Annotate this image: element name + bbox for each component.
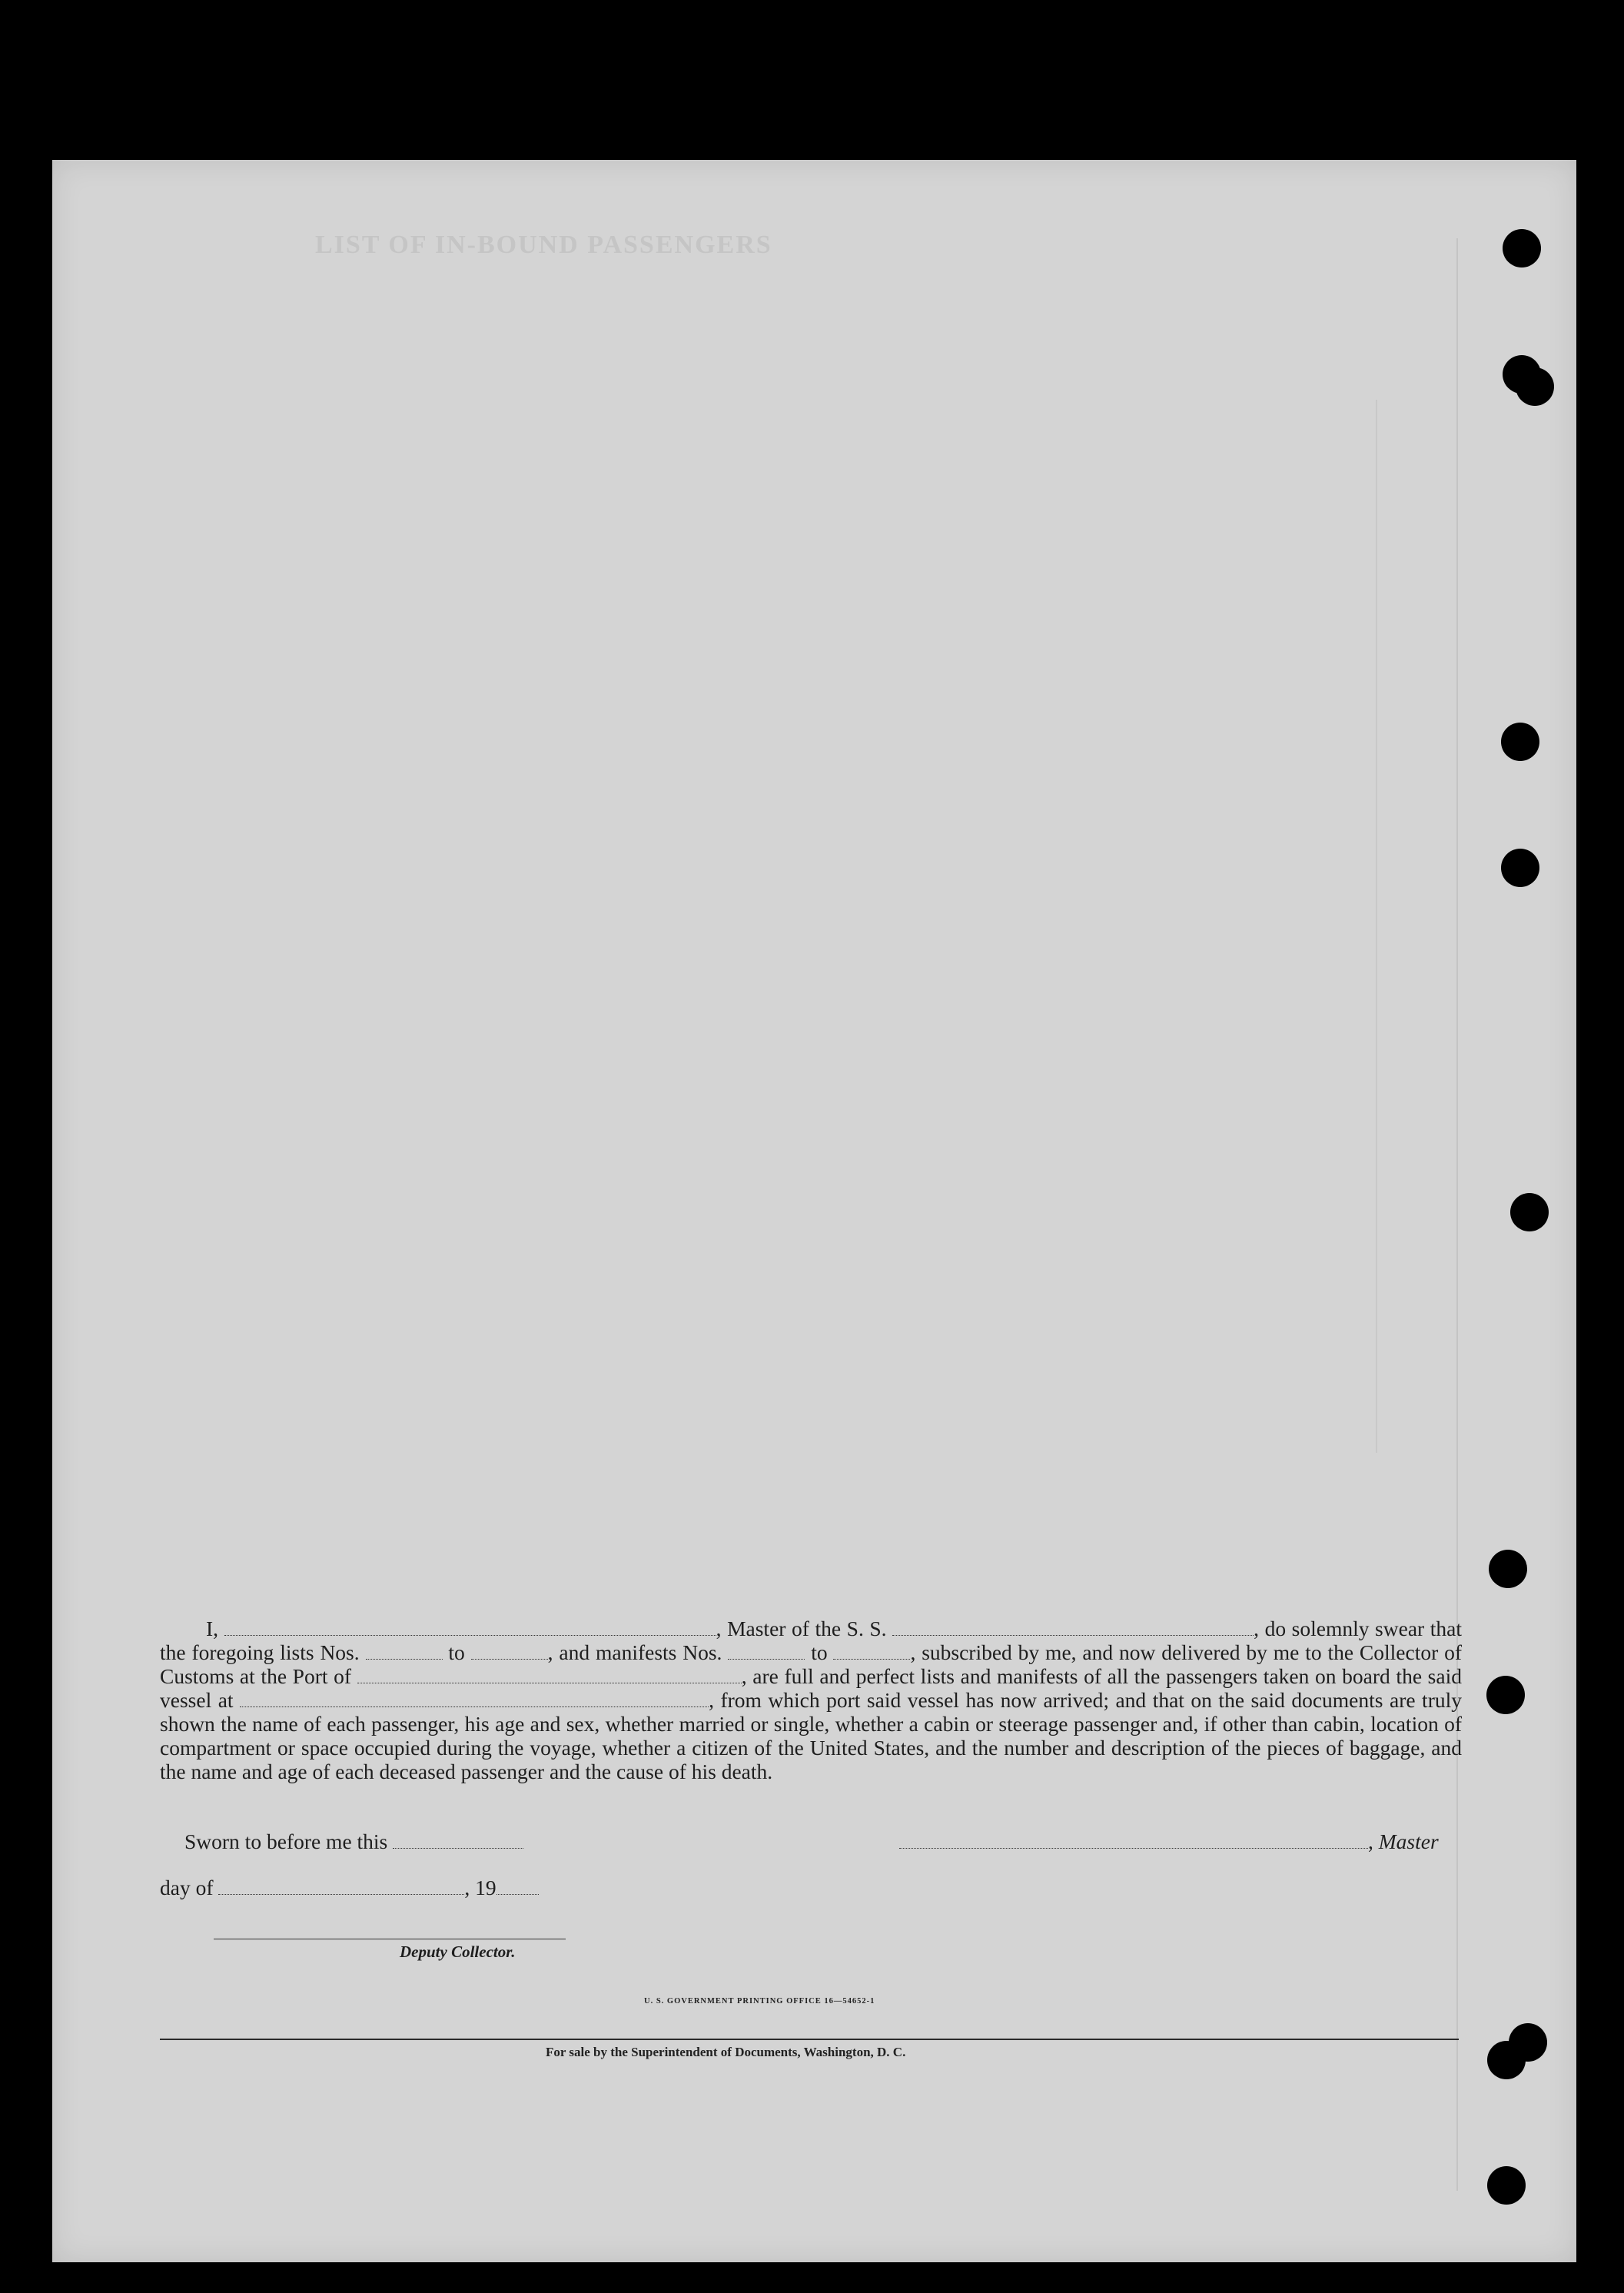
- ship-name-field[interactable]: [892, 1620, 1254, 1636]
- oath-text: , are full and perfect lists and manifests of all the passengers taken on board the said vessel at: [160, 1664, 1462, 1712]
- oath-text: , subscribed by me, and now delivered by me to the Collector of Customs at the Port of: [160, 1640, 1463, 1688]
- punch-hole: [1503, 229, 1541, 268]
- punch-hole: [1501, 723, 1539, 761]
- oath-paragraph: [160, 1617, 1462, 1783]
- printing-office-imprint: U. S. GOVERNMENT PRINTING OFFICE 16—54652-1: [644, 1997, 875, 2006]
- oath-text: to: [448, 1640, 465, 1664]
- punch-hole: [1486, 1676, 1525, 1714]
- master-signature-line: , Master: [899, 1829, 1439, 1854]
- for-sale-notice: For sale by the Superintendent of Documents, Washington, D. C.: [546, 2045, 906, 2059]
- list-from-field[interactable]: [366, 1643, 443, 1660]
- oath-text: , do solemnly swear that the foregoing lists Nos.: [160, 1617, 1462, 1664]
- bleed-through-border: [1456, 238, 1458, 2191]
- punch-hole: [1487, 2166, 1526, 2205]
- punch-hole: [1516, 367, 1554, 406]
- bleed-through-border: [1376, 400, 1377, 1453]
- punch-hole: [1510, 1193, 1549, 1231]
- day-of-label: day of: [160, 1876, 214, 1899]
- oath-text: to: [811, 1640, 828, 1664]
- deputy-collector-label: Deputy Collector.: [400, 1942, 516, 1961]
- master-name-field[interactable]: [224, 1620, 716, 1636]
- form-sheet: [52, 160, 1576, 2262]
- punch-hole: [1489, 1550, 1527, 1588]
- month-field[interactable]: [218, 1879, 464, 1895]
- manifest-to-field[interactable]: [833, 1643, 910, 1660]
- year-prefix: , 19: [464, 1876, 496, 1899]
- port-of-arrival-field[interactable]: [357, 1667, 742, 1683]
- oath-text: , Master of the S. S.: [716, 1617, 887, 1640]
- port-of-departure-field[interactable]: [240, 1691, 709, 1707]
- sworn-day-field[interactable]: [393, 1833, 523, 1849]
- year-field[interactable]: [496, 1879, 539, 1895]
- oath-text: , from which port said vessel has now arrived; and that on the said documents are truly shown the name of each passenger, his age and sex, whether married or single, whether a cabin or steerage passenger and, if other than cabin, location of compartment or space occupied during the voyage, whether a citizen of the United States, and the number and description of the pieces of baggage, and the name and age of each deceased passenger and the cause of his death.: [160, 1688, 1463, 1783]
- sworn-label: Sworn to before me this: [184, 1829, 388, 1853]
- day-of-line: [160, 1876, 539, 1900]
- master-label: Master: [1378, 1829, 1439, 1853]
- master-signature-field[interactable]: [899, 1833, 1368, 1849]
- sworn-line: [184, 1829, 523, 1854]
- list-to-field[interactable]: [471, 1643, 548, 1660]
- punch-hole: [1487, 2041, 1526, 2079]
- footer-rule: [160, 2039, 1459, 2040]
- oath-text: I,: [206, 1617, 219, 1640]
- oath-text: , and manifests Nos.: [547, 1640, 722, 1664]
- bleed-through-title: LIST OF IN-BOUND PASSENGERS: [315, 231, 772, 259]
- manifest-from-field[interactable]: [728, 1643, 805, 1660]
- punch-hole: [1501, 849, 1539, 887]
